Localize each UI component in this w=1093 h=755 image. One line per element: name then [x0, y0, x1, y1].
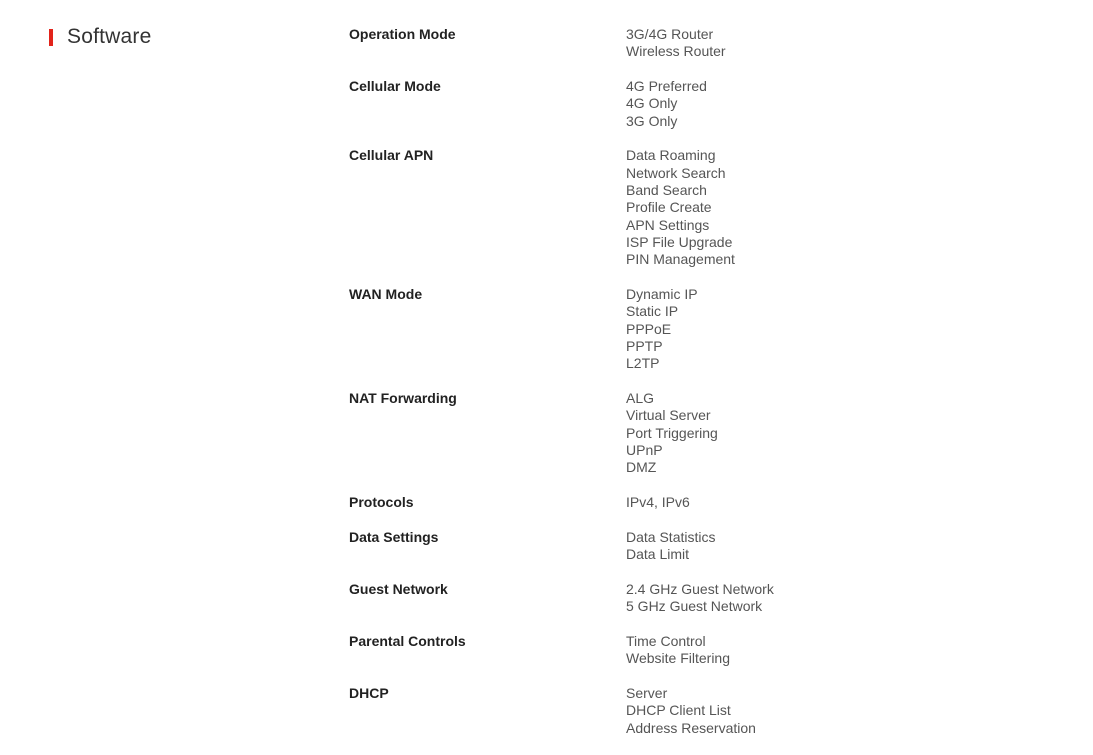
spec-values [626, 581, 1049, 616]
spec-row [349, 685, 1049, 737]
spec-value: 3G/4G Router [626, 26, 714, 42]
spec-value: Website Filtering [626, 650, 731, 667]
spec-value: Data Limit [626, 546, 690, 563]
spec-row [349, 633, 1049, 668]
spec-values [626, 633, 1049, 668]
spec-value: Server [626, 685, 668, 702]
spec-value: 5 GHz Guest Network [626, 598, 763, 615]
spec-value: Static IP [626, 303, 679, 320]
spec-label: Guest Network [349, 580, 448, 597]
spec-values [626, 147, 1049, 268]
spec-value: DMZ [626, 459, 657, 476]
spec-value: IPv4, IPv6 [626, 494, 690, 511]
section-title: Software [67, 25, 152, 48]
spec-label: DHCP [349, 685, 389, 702]
spec-row [349, 78, 1049, 130]
spec-value: Band Search [626, 182, 707, 199]
spec-values [626, 529, 1049, 564]
spec-label: Protocols [349, 494, 414, 511]
spec-value: Port Triggering [626, 424, 718, 441]
spec-value: PPTP [626, 337, 663, 354]
spec-value: Network Search [626, 164, 726, 181]
spec-value: ALG [626, 390, 655, 407]
spec-value: Time Control [626, 633, 706, 650]
spec-values [626, 390, 1049, 476]
spec-value: DHCP Client List [626, 702, 731, 719]
spec-label: Operation Mode [349, 26, 456, 42]
spec-value: Data Statistics [626, 528, 716, 545]
spec-value: 4G Preferred [626, 78, 707, 95]
spec-row [349, 390, 1049, 476]
spec-row [349, 26, 1049, 61]
accent-bar [49, 29, 53, 46]
spec-label: Cellular APN [349, 147, 434, 164]
section-heading [49, 24, 151, 50]
spec-value: PIN Management [626, 251, 735, 268]
spec-label: Parental Controls [349, 633, 466, 650]
spec-label: Data Settings [349, 528, 439, 545]
spec-value: 3G Only [626, 112, 678, 129]
spec-value: Profile Create [626, 199, 712, 216]
spec-row [349, 147, 1049, 268]
spec-values [626, 286, 1049, 372]
spec-values [626, 26, 1049, 61]
spec-value: 4G Only [626, 95, 678, 112]
spec-value: Virtual Server [626, 407, 711, 424]
spec-value: UPnP [626, 441, 663, 458]
spec-value: Wireless Router [626, 43, 726, 60]
spec-value: ISP File Upgrade [626, 233, 733, 250]
spec-list [349, 26, 1049, 755]
spec-row [349, 529, 1049, 564]
spec-row [349, 494, 1049, 511]
spec-value: 2.4 GHz Guest Network [626, 580, 774, 597]
spec-value: Address Reservation [626, 719, 756, 736]
spec-values [626, 494, 1049, 511]
spec-value: Data Roaming [626, 147, 716, 164]
spec-row [349, 286, 1049, 372]
spec-label: WAN Mode [349, 286, 423, 303]
spec-value: L2TP [626, 355, 660, 372]
spec-label: NAT Forwarding [349, 390, 457, 407]
spec-values [626, 78, 1049, 130]
spec-value: Dynamic IP [626, 286, 698, 303]
spec-values [626, 685, 1049, 737]
spec-label: Cellular Mode [349, 78, 441, 95]
spec-value: APN Settings [626, 216, 710, 233]
spec-value: PPPoE [626, 320, 672, 337]
spec-row [349, 581, 1049, 616]
